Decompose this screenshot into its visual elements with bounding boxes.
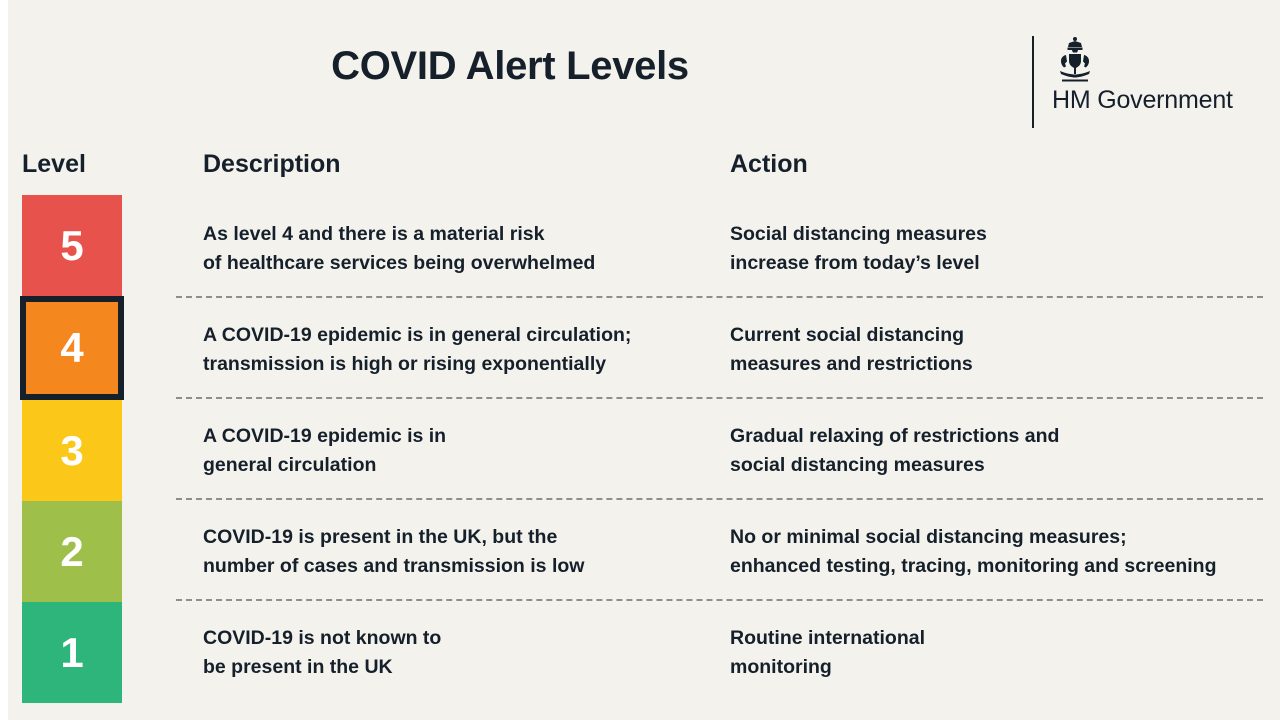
level-4-action-line-1: Current social distancing	[730, 324, 965, 346]
hm-government-label: HM Government	[1052, 86, 1233, 114]
level-5-description-line-2: of healthcare services being overwhelmed	[203, 252, 596, 274]
level-2-action-line-1: No or minimal social distancing measures;	[730, 526, 1127, 548]
slide-left-margin	[0, 0, 8, 720]
level-5-description-line-1: As level 4 and there is a material risk	[203, 223, 545, 245]
table-row	[203, 296, 1263, 397]
level-5-action-line-1: Social distancing measures	[730, 223, 987, 245]
level-number-1: 1	[60, 628, 84, 676]
level-2-description-line-2: number of cases and transmission is low	[203, 555, 585, 577]
level-1-description	[203, 624, 730, 682]
level-cell-1	[22, 602, 122, 703]
level-3-action-line-1: Gradual relaxing of restrictions and	[730, 425, 1060, 447]
level-3-description-line-2: general circulation	[203, 454, 377, 476]
level-5-action-line-2: increase from today’s level	[730, 252, 980, 274]
level-4-description-line-1: A COVID-19 epidemic is in general circulation;	[203, 324, 632, 346]
level-2-description	[203, 523, 730, 581]
level-number-3: 3	[60, 426, 84, 474]
row-divider	[176, 599, 1263, 601]
level-1-action-line-1: Routine international	[730, 627, 925, 649]
level-1-action-line-2: monitoring	[730, 656, 832, 678]
level-3-description	[203, 422, 730, 480]
level-1-action	[730, 624, 1263, 682]
level-4-action	[730, 321, 1263, 379]
row-divider	[176, 498, 1263, 500]
level-3-action-line-2: social distancing measures	[730, 454, 985, 476]
level-cell-4	[20, 296, 124, 400]
level-cell-3	[22, 400, 122, 501]
level-4-action-line-2: measures and restrictions	[730, 353, 973, 375]
level-number-4: 4	[60, 324, 84, 371]
page-title: COVID Alert Levels	[331, 44, 689, 88]
level-cell-5	[22, 195, 122, 296]
hm-government-branding	[1032, 36, 1233, 128]
level-1-description-line-1: COVID-19 is not known to	[203, 627, 442, 649]
level-4-description	[203, 321, 730, 379]
column-header-description: Description	[203, 150, 341, 178]
level-4-description-line-2: transmission is high or rising exponentially	[203, 353, 607, 375]
table-row	[203, 397, 1263, 498]
level-2-action	[730, 523, 1263, 581]
level-number-5: 5	[60, 221, 84, 269]
column-header-action: Action	[730, 150, 808, 178]
level-number-2: 2	[60, 527, 84, 575]
level-3-description-line-1: A COVID-19 epidemic is in	[203, 425, 447, 447]
table-row	[203, 498, 1263, 599]
level-2-description-line-1: COVID-19 is present in the UK, but the	[203, 526, 558, 548]
level-3-action	[730, 422, 1263, 480]
level-5-action	[730, 220, 1263, 278]
level-5-description	[203, 220, 730, 278]
column-header-level: Level	[22, 150, 86, 178]
level-scale	[22, 195, 122, 703]
level-1-description-line-2: be present in the UK	[203, 656, 393, 678]
row-divider	[176, 397, 1263, 399]
royal-crest-icon	[1052, 36, 1098, 84]
level-cell-2	[22, 501, 122, 602]
table-row	[203, 195, 1263, 296]
level-2-action-line-2: enhanced testing, tracing, monitoring and screening	[730, 555, 1217, 577]
table-row	[203, 599, 1263, 700]
row-divider	[176, 296, 1263, 298]
level-details-table	[203, 195, 1263, 700]
